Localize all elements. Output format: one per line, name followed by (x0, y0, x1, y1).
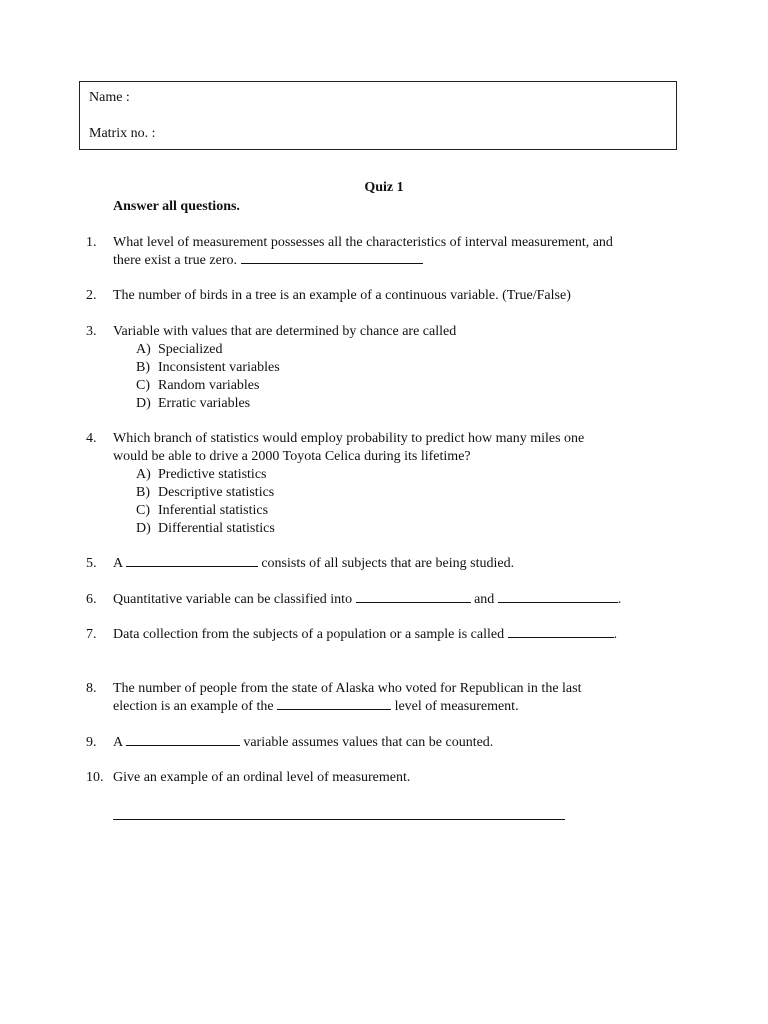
question-text: Quantitative variable can be classified into and . (113, 592, 622, 607)
option-c[interactable]: C) Random variables (136, 378, 260, 393)
answer-blank[interactable] (356, 591, 471, 603)
question-number: 5. (86, 556, 97, 571)
matrix-number-label: Matrix no. : (89, 126, 156, 141)
answer-line[interactable] (113, 819, 565, 820)
question-6 (86, 591, 655, 609)
option-a[interactable]: A) Predictive statistics (136, 467, 267, 482)
option-a[interactable]: A) Specialized (136, 342, 223, 357)
question-number: 10. (86, 770, 104, 785)
answer-blank[interactable] (277, 698, 391, 710)
instruction: Answer all questions. (113, 199, 240, 214)
student-info-box (79, 81, 677, 150)
option-b[interactable]: B) Inconsistent variables (136, 360, 280, 375)
question-text-line2: would be able to drive a 2000 Toyota Celica during its lifetime? (113, 449, 471, 464)
question-number: 8. (86, 681, 97, 696)
question-number: 7. (86, 627, 97, 642)
question-text: A consists of all subjects that are being studied. (113, 556, 515, 571)
question-text: Which branch of statistics would employ probability to predict how many miles one (113, 431, 585, 446)
question-text-line2: election is an example of the level of measurement. (113, 699, 519, 714)
question-text: The number of people from the state of Alaska who voted for Republican in the last (113, 681, 582, 696)
question-text: What level of measurement possesses all the characteristics of interval measurement, and (113, 235, 613, 250)
question-number: 2. (86, 288, 97, 303)
question-4 (86, 430, 655, 538)
question-number: 6. (86, 592, 97, 607)
question-5 (86, 555, 655, 573)
options-list (113, 466, 655, 538)
question-9 (86, 734, 655, 752)
question-1 (86, 234, 655, 270)
quiz-title: Quiz 1 (364, 180, 404, 195)
option-c[interactable]: C) Inferential statistics (136, 503, 269, 518)
answer-blank[interactable] (241, 252, 423, 264)
question-number: 9. (86, 735, 97, 750)
question-text: Give an example of an ordinal level of measurement. (113, 770, 411, 785)
answer-blank[interactable] (126, 734, 240, 746)
question-text: Variable with values that are determined by chance are called (113, 324, 457, 339)
question-3 (86, 323, 655, 413)
option-b[interactable]: B) Descriptive statistics (136, 485, 275, 500)
question-text: Data collection from the subjects of a population or a sample is called . (113, 627, 618, 642)
question-2 (86, 287, 655, 305)
answer-blank[interactable] (126, 555, 258, 567)
question-text: A variable assumes values that can be counted. (113, 735, 494, 750)
question-7 (86, 626, 655, 644)
question-text: The number of birds in a tree is an example of a continuous variable. (True/False) (113, 288, 571, 303)
answer-blank[interactable] (508, 626, 614, 638)
question-8 (86, 680, 655, 716)
name-label: Name : (89, 90, 130, 105)
question-number: 1. (86, 235, 97, 250)
question-number: 3. (86, 324, 97, 339)
question-text-line2: there exist a true zero. (113, 252, 655, 270)
question-number: 4. (86, 431, 97, 446)
question-10 (86, 769, 655, 787)
answer-blank[interactable] (498, 591, 618, 603)
option-d[interactable]: D) Erratic variables (136, 396, 251, 411)
options-list (113, 341, 655, 413)
option-d[interactable]: D) Differential statistics (136, 521, 275, 536)
